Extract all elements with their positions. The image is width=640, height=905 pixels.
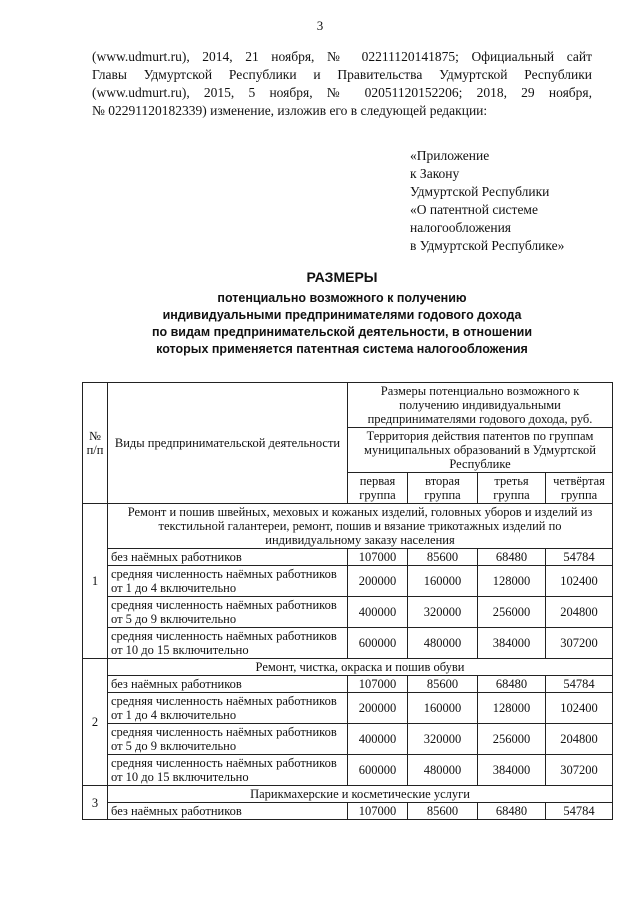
heading-title: РАЗМЕРЫ — [306, 269, 378, 285]
appendix-line: Удмуртской Республики — [410, 184, 550, 199]
row-label: средняя численность наёмных работников от 1 до 4 включительно — [108, 566, 348, 597]
row-label: без наёмных работников — [108, 676, 348, 693]
income-value-group-3: 68480 — [478, 803, 546, 820]
header-territory: Территория действия патентов по группам муниципальных образований в Удмуртской Республике — [348, 428, 613, 473]
income-value-group-1: 600000 — [348, 755, 408, 786]
income-value-group-3: 68480 — [478, 549, 546, 566]
heading-line: потенциально возможного к получению — [217, 291, 467, 305]
table-row — [83, 628, 613, 659]
table-header-row — [83, 383, 613, 428]
income-value-group-3: 384000 — [478, 755, 546, 786]
row-label: средняя численность наёмных работников от 5 до 9 включительно — [108, 724, 348, 755]
header-activity: Виды предпринимательской деятельности — [108, 383, 348, 504]
income-value-group-4: 54784 — [546, 549, 613, 566]
section-title: Ремонт и пошив швейных, меховых и кожаных изделий, головных уборов и изделий из текстильной галантереи, ремонт, пошив и вязание трикотажных изделий по индивидуальному заказу населения — [108, 504, 613, 549]
header-group-4: четвёртая группа — [546, 473, 613, 504]
intro-line: (www.udmurt.ru), 2014, 21 ноября, № 02211120141875; Официальный сайт — [92, 49, 592, 64]
income-value-group-2: 480000 — [408, 628, 478, 659]
section-title-row — [83, 504, 613, 549]
table-row — [83, 755, 613, 786]
row-label: средняя численность наёмных работников от 10 до 15 включительно — [108, 628, 348, 659]
income-value-group-3: 256000 — [478, 724, 546, 755]
header-group-2: вторая группа — [408, 473, 478, 504]
heading-line: индивидуальными предпринимателями годового дохода — [162, 308, 522, 322]
table-row — [83, 724, 613, 755]
income-value-group-1: 200000 — [348, 693, 408, 724]
income-value-group-3: 384000 — [478, 628, 546, 659]
header-group-3: третья группа — [478, 473, 546, 504]
income-value-group-4: 102400 — [546, 693, 613, 724]
income-value-group-4: 204800 — [546, 597, 613, 628]
page-number: 3 — [316, 18, 324, 33]
appendix-line: к Закону — [410, 166, 460, 181]
income-value-group-2: 85600 — [408, 549, 478, 566]
appendix-line: в Удмуртской Республике» — [410, 238, 565, 253]
income-value-group-2: 160000 — [408, 693, 478, 724]
income-value-group-1: 400000 — [348, 724, 408, 755]
table-row — [83, 676, 613, 693]
appendix-line: налогообложения — [410, 220, 512, 235]
section-title-row — [83, 659, 613, 676]
document-heading — [92, 268, 592, 358]
heading-line: которых применяется патентная система налогообложения — [156, 342, 528, 356]
income-value-group-1: 107000 — [348, 803, 408, 820]
income-value-group-4: 54784 — [546, 676, 613, 693]
income-value-group-4: 307200 — [546, 755, 613, 786]
income-value-group-3: 256000 — [478, 597, 546, 628]
income-value-group-3: 68480 — [478, 676, 546, 693]
section-title: Ремонт, чистка, окраска и пошив обуви — [108, 659, 613, 676]
income-value-group-1: 107000 — [348, 549, 408, 566]
section-number: 3 — [83, 786, 108, 820]
income-value-group-4: 204800 — [546, 724, 613, 755]
income-value-group-2: 480000 — [408, 755, 478, 786]
table-row — [83, 803, 613, 820]
appendix-line: «Приложение — [410, 148, 490, 163]
income-value-group-3: 128000 — [478, 566, 546, 597]
row-label: средняя численность наёмных работников от 1 до 4 включительно — [108, 693, 348, 724]
appendix-reference — [410, 147, 610, 255]
heading-line: по видам предпринимательской деятельности, в отношении — [151, 325, 533, 339]
income-value-group-3: 128000 — [478, 693, 546, 724]
intro-line: № 02291120182339) изменение, изложив его в следующей редакции: — [92, 103, 488, 118]
income-value-group-2: 320000 — [408, 724, 478, 755]
section-number: 1 — [83, 504, 108, 659]
income-value-group-1: 400000 — [348, 597, 408, 628]
row-label: средняя численность наёмных работников от 10 до 15 включительно — [108, 755, 348, 786]
section-number: 2 — [83, 659, 108, 786]
header-group-1: первая группа — [348, 473, 408, 504]
income-value-group-4: 54784 — [546, 803, 613, 820]
income-value-group-1: 200000 — [348, 566, 408, 597]
header-income: Размеры потенциально возможного к получению индивидуальными предпринимателями годового дохода, руб. — [348, 383, 613, 428]
row-label: без наёмных работников — [108, 803, 348, 820]
income-value-group-2: 160000 — [408, 566, 478, 597]
table-row — [83, 549, 613, 566]
income-value-group-1: 600000 — [348, 628, 408, 659]
income-value-group-4: 307200 — [546, 628, 613, 659]
income-table — [82, 382, 613, 820]
intro-line: (www.udmurt.ru), 2015, 5 ноября, № 02051120152206; 2018, 29 ноября, — [92, 85, 592, 100]
income-value-group-4: 102400 — [546, 566, 613, 597]
income-value-group-2: 85600 — [408, 676, 478, 693]
income-value-group-2: 85600 — [408, 803, 478, 820]
row-label: средняя численность наёмных работников от 5 до 9 включительно — [108, 597, 348, 628]
table-row — [83, 597, 613, 628]
header-num: № п/п — [83, 383, 108, 504]
income-value-group-2: 320000 — [408, 597, 478, 628]
appendix-line: «О патентной системе — [410, 202, 538, 217]
table-row — [83, 566, 613, 597]
intro-line: Главы Удмуртской Республики и Правительства Удмуртской Республики — [92, 67, 592, 82]
income-value-group-1: 107000 — [348, 676, 408, 693]
section-title-row — [83, 786, 613, 803]
table-row — [83, 693, 613, 724]
intro-paragraph — [92, 48, 592, 120]
row-label: без наёмных работников — [108, 549, 348, 566]
section-title: Парикмахерские и косметические услуги — [108, 786, 613, 803]
